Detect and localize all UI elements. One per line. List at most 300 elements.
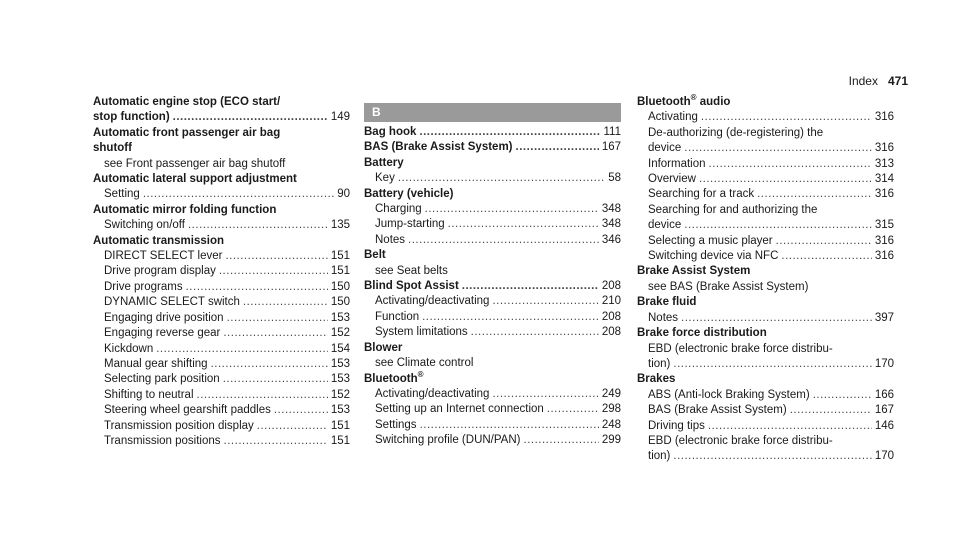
index-subterm	[648, 172, 696, 187]
index-subterm-line	[637, 280, 894, 295]
term-text: Transmission positions	[104, 434, 221, 447]
dot-leader	[197, 388, 328, 403]
term-text: Automatic front passenger air bag	[93, 126, 281, 139]
term-text: Activating/deactivating	[375, 295, 490, 308]
term-text: Battery (vehicle)	[364, 187, 454, 200]
index-subterm-line	[637, 203, 894, 218]
term-text: Switching device via NFC	[648, 250, 779, 263]
dot-leader	[708, 419, 872, 434]
index-entry	[364, 369, 621, 449]
term-text: EBD (electronic brake force distribu-	[648, 434, 833, 447]
term-text: Overview	[648, 173, 696, 186]
index-subterm	[648, 449, 670, 464]
index-term	[364, 248, 386, 263]
index-term	[364, 140, 513, 155]
index-entry	[637, 295, 894, 326]
index-term-line	[364, 140, 621, 155]
index-subterm-line	[364, 387, 621, 402]
term-text: DIRECT SELECT lever	[104, 250, 223, 263]
index-term-line	[637, 95, 894, 110]
term-text: see BAS (Brake Assist System)	[648, 280, 809, 293]
term-text: Function	[375, 310, 420, 323]
term-text: Activating	[648, 111, 698, 124]
dot-leader	[699, 172, 872, 187]
term-text: ABS (Anti-lock Braking System)	[648, 388, 810, 401]
index-subterm	[104, 434, 221, 449]
term-text: Jump-starting	[375, 218, 445, 231]
term-text: Automatic engine stop (ECO start/	[93, 96, 281, 108]
dot-leader	[224, 434, 328, 449]
index-subterm	[648, 126, 823, 141]
dot-leader	[516, 140, 599, 155]
index-subterm	[104, 249, 222, 264]
dot-leader	[701, 110, 872, 125]
index-entry	[93, 126, 350, 172]
dot-leader	[419, 125, 600, 140]
page-reference[interactable]: 316	[874, 234, 894, 247]
page-reference[interactable]: 153	[330, 311, 350, 324]
index-subterm-line	[93, 388, 350, 403]
index-subterm-line	[637, 388, 894, 403]
index-subterm-line	[93, 280, 350, 295]
index-term-line	[93, 203, 350, 218]
index-term-line	[364, 187, 621, 202]
index-subterm	[104, 403, 271, 418]
index-subterm	[104, 218, 185, 233]
index-term-line	[93, 126, 350, 141]
dot-leader	[681, 311, 872, 326]
index-term-line	[364, 125, 621, 140]
dot-leader	[219, 264, 328, 279]
term-text: Key	[375, 172, 395, 185]
index-subterm	[104, 388, 194, 403]
page-reference[interactable]: 149	[330, 111, 350, 124]
index-subterm	[104, 357, 208, 372]
index-subterm-line	[364, 217, 621, 232]
term-text: Bluetooth	[364, 372, 418, 385]
term-text: Switching on/off	[104, 219, 185, 232]
index-subterm-line	[93, 311, 350, 326]
index-subterm	[648, 388, 810, 403]
term-text: Automatic lateral support adjustment	[93, 173, 297, 186]
index-subterm-line	[637, 249, 894, 264]
term-text: Shifting to neutral	[104, 388, 194, 401]
index-term	[364, 369, 424, 387]
index-subterm-line	[637, 172, 894, 187]
page-reference[interactable]: 153	[330, 357, 350, 370]
index-subterm	[104, 157, 285, 172]
index-subterm-line	[364, 233, 621, 248]
index-subterm-line	[637, 449, 894, 464]
term-text: Brake force distribution	[637, 327, 767, 340]
index-subterm-line	[637, 419, 894, 434]
page-reference[interactable]: 170	[874, 357, 894, 370]
term-text: Information	[648, 157, 706, 170]
page-reference[interactable]: 170	[874, 450, 894, 463]
index-subterm-line	[364, 294, 621, 309]
index-subterm	[648, 157, 706, 172]
index-subterm-line	[93, 187, 350, 202]
index-term	[93, 126, 280, 141]
index-subterm	[375, 233, 405, 248]
index-subterm-line	[637, 311, 894, 326]
page-reference[interactable]: 348	[601, 218, 621, 231]
index-entry	[364, 140, 621, 155]
term-text: Setting	[104, 188, 140, 201]
index-subterm	[375, 264, 448, 279]
index-subterm	[648, 218, 681, 233]
term-text: Automatic transmission	[93, 234, 224, 247]
dot-leader	[243, 295, 328, 310]
term-text: Steering wheel gearshift paddles	[104, 404, 271, 417]
index-subterm	[648, 203, 817, 218]
index-entry	[364, 187, 621, 249]
dot-leader	[143, 187, 334, 202]
page-reference[interactable]: 150	[330, 296, 350, 309]
dot-leader	[425, 202, 599, 217]
dot-leader	[492, 387, 598, 402]
page-reference[interactable]: 151	[330, 419, 350, 432]
index-subterm-line	[637, 234, 894, 249]
index-subterm-line	[93, 434, 350, 449]
index-entry	[364, 341, 621, 372]
index-subterm-line	[93, 249, 350, 264]
index-subterm	[104, 326, 220, 341]
index-subterm-line	[637, 110, 894, 125]
page-reference[interactable]: 298	[601, 403, 621, 416]
index-subterm	[375, 171, 395, 186]
index-term	[364, 279, 459, 294]
page-reference[interactable]: 208	[601, 310, 621, 323]
page-reference[interactable]: 314	[874, 173, 894, 186]
dot-leader	[223, 326, 327, 341]
index-subterm-line	[93, 157, 350, 172]
dot-leader	[398, 171, 605, 186]
index-term-line	[637, 372, 894, 387]
term-text: System limitations	[375, 326, 468, 339]
page-reference[interactable]: 151	[330, 434, 350, 447]
page-header	[849, 74, 908, 89]
term-text: device	[648, 219, 682, 232]
dot-leader	[757, 187, 872, 202]
term-text: see Seat belts	[375, 264, 448, 277]
index-subterm	[648, 342, 833, 357]
index-entry	[637, 326, 894, 372]
dot-leader	[408, 233, 599, 248]
term-text: Activating/deactivating	[375, 387, 490, 400]
term-text: Blower	[364, 341, 403, 354]
term-text: tion)	[648, 357, 671, 370]
index-term	[364, 187, 453, 202]
index-entry	[93, 95, 350, 126]
dot-leader	[673, 449, 871, 464]
index-subterm-line	[93, 419, 350, 434]
page-reference[interactable]: 208	[601, 326, 621, 339]
page-reference[interactable]: 153	[330, 373, 350, 386]
page-reference[interactable]: 316	[874, 142, 894, 155]
term-text: Brake fluid	[637, 296, 697, 309]
index-subterm	[375, 433, 521, 448]
page-reference[interactable]: 299	[601, 434, 621, 447]
index-term-line	[93, 172, 350, 187]
header-label: Index	[848, 74, 878, 88]
term-text: Brake Assist System	[637, 265, 751, 278]
index-subterm-line	[93, 372, 350, 387]
index-term-line	[93, 110, 350, 125]
index-subterm	[104, 419, 254, 434]
index-term	[93, 172, 297, 187]
term-text: Settings	[375, 418, 417, 431]
term-text: Belt	[364, 249, 386, 262]
page-reference[interactable]: 313	[874, 157, 894, 170]
letter-heading: B	[364, 103, 621, 122]
index-term	[637, 264, 750, 279]
term-text: EBD (electronic brake force distribu-	[648, 342, 833, 355]
term-text: Drive program display	[104, 265, 216, 278]
index-subterm	[104, 187, 140, 202]
index-subterm	[648, 419, 705, 434]
dot-leader	[790, 403, 872, 418]
index-subterm	[375, 310, 419, 325]
index-subterm-line	[364, 402, 621, 417]
page-reference[interactable]: 90	[337, 188, 350, 201]
page-reference[interactable]: 152	[330, 388, 350, 401]
index-term-line	[637, 264, 894, 279]
index-term-line	[93, 234, 350, 249]
dot-leader	[448, 217, 599, 232]
page-reference[interactable]: 153	[330, 404, 350, 417]
dot-leader	[211, 357, 328, 372]
index-subterm	[104, 295, 240, 310]
index-term-line	[364, 248, 621, 263]
index-term-line	[364, 369, 621, 387]
dot-leader	[186, 280, 328, 295]
index-subterm	[104, 264, 216, 279]
term-text: Setting up an Internet connection	[375, 403, 544, 416]
page-reference[interactable]: 249	[601, 387, 621, 400]
index-subterm-line	[364, 433, 621, 448]
index-subterm-line	[364, 202, 621, 217]
index-subterm-line	[637, 357, 894, 372]
page-reference[interactable]: 152	[330, 327, 350, 340]
page-reference[interactable]: 346	[601, 233, 621, 246]
page-reference[interactable]: 348	[601, 203, 621, 216]
index-subterm-line	[364, 264, 621, 279]
term-text: Bluetooth	[637, 96, 691, 108]
index-entry	[93, 234, 350, 450]
term-text: Selecting park position	[104, 373, 220, 386]
index-subterm	[648, 434, 833, 449]
term-text: Driving tips	[648, 419, 705, 432]
page-reference[interactable]: 154	[330, 342, 350, 355]
term-text: Battery	[364, 156, 404, 169]
term-text: Engaging drive position	[104, 311, 224, 324]
dot-leader	[420, 418, 599, 433]
dot-leader	[492, 294, 598, 309]
page-reference[interactable]: 248	[601, 418, 621, 431]
index-subterm-line	[93, 295, 350, 310]
term-text: shutoff	[93, 142, 132, 155]
index-entry	[364, 279, 621, 341]
index-subterm-line	[93, 264, 350, 279]
page-number: 471	[887, 74, 908, 88]
term-text: Searching for and authorizing the	[648, 203, 818, 216]
page-reference[interactable]: 167	[601, 141, 621, 154]
dot-leader	[547, 402, 599, 417]
index-entry	[637, 372, 894, 464]
page-reference[interactable]: 316	[874, 188, 894, 201]
index-subterm-line	[637, 434, 894, 449]
index-subterm	[375, 202, 422, 217]
index-subterm	[648, 234, 773, 249]
page-reference[interactable]: 150	[330, 280, 350, 293]
term-text: Selecting a music player	[648, 234, 773, 247]
index-term	[364, 156, 404, 171]
index-subterm-line	[93, 357, 350, 372]
index-subterm	[375, 402, 544, 417]
index-term	[637, 326, 767, 341]
dot-leader	[173, 110, 328, 125]
index-subterm-line	[637, 218, 894, 233]
term-text: Transmission position display	[104, 419, 254, 432]
page-reference[interactable]: 316	[874, 250, 894, 263]
page-reference[interactable]: 58	[608, 172, 621, 185]
index-subterm	[648, 357, 670, 372]
dot-leader	[709, 157, 872, 172]
page-reference[interactable]: 167	[874, 404, 894, 417]
index-term	[637, 295, 696, 310]
page-reference[interactable]: 146	[874, 419, 894, 432]
term-text: Notes	[648, 311, 679, 324]
term-text: Blind Spot Assist	[364, 280, 459, 293]
dot-leader	[684, 141, 872, 156]
page-reference[interactable]: 315	[874, 219, 894, 232]
term-text: Drive programs	[104, 280, 183, 293]
index-term-line	[637, 295, 894, 310]
index-subterm	[648, 403, 787, 418]
page-reference[interactable]: 135	[330, 219, 350, 232]
term-text: BAS (Brake Assist System)	[364, 141, 513, 154]
index-entry	[93, 172, 350, 203]
index-term-line	[93, 141, 350, 156]
index-term	[93, 203, 276, 218]
index-column-2	[364, 103, 621, 449]
term-text: Charging	[375, 203, 422, 216]
term-text: DYNAMIC SELECT switch	[104, 296, 240, 309]
dot-leader	[781, 249, 871, 264]
page-reference[interactable]: 210	[601, 295, 621, 308]
index-term	[93, 110, 170, 125]
index-subterm	[648, 110, 698, 125]
index-subterm	[375, 418, 417, 433]
index-subterm-line	[637, 141, 894, 156]
page-reference[interactable]: 111	[603, 126, 621, 138]
index-subterm-line	[637, 157, 894, 172]
page-reference[interactable]: 397	[874, 311, 894, 324]
index-entry	[364, 156, 621, 187]
dot-leader	[188, 218, 328, 233]
index-term	[637, 372, 675, 387]
registered-mark: ®	[690, 93, 697, 103]
index-subterm	[648, 311, 678, 326]
page-reference[interactable]: 166	[874, 388, 894, 401]
index-term	[93, 95, 280, 110]
index-subterm-line	[364, 171, 621, 186]
term-text: Automatic mirror folding function	[93, 203, 277, 216]
term-text: De-authorizing (de-registering) the	[648, 126, 824, 139]
index-subterm-line	[93, 342, 350, 357]
index-subterm	[104, 342, 153, 357]
index-subterm-line	[364, 356, 621, 371]
index-term	[93, 141, 132, 156]
registered-mark: ®	[417, 369, 424, 379]
term-text: Switching profile (DUN/PAN)	[375, 434, 521, 447]
term-text: see Climate control	[375, 357, 474, 370]
index-subterm	[648, 280, 808, 295]
index-entry	[364, 248, 621, 279]
dot-leader	[673, 357, 871, 372]
dot-leader	[225, 249, 327, 264]
page-reference[interactable]: 208	[601, 280, 621, 293]
index-subterm-line	[637, 342, 894, 357]
page-reference[interactable]: 151	[330, 265, 350, 278]
index-subterm	[648, 249, 778, 264]
term-text: Engaging reverse gear	[104, 327, 221, 340]
page-reference[interactable]: 151	[330, 250, 350, 263]
index-term-line	[364, 156, 621, 171]
index-subterm-line	[93, 403, 350, 418]
index-subterm	[375, 325, 468, 340]
index-column-3	[637, 95, 894, 465]
index-term	[637, 95, 730, 110]
dot-leader	[223, 372, 328, 387]
index-subterm-line	[93, 218, 350, 233]
index-subterm-line	[364, 310, 621, 325]
index-subterm-line	[637, 187, 894, 202]
term-suffix: audio	[696, 96, 731, 108]
dot-leader	[776, 234, 872, 249]
index-subterm	[375, 217, 445, 232]
index-subterm-line	[93, 326, 350, 341]
index-entry	[93, 203, 350, 234]
index-subterm-line	[637, 126, 894, 141]
dot-leader	[684, 218, 872, 233]
dot-leader	[813, 388, 872, 403]
index-subterm	[104, 372, 220, 387]
page-reference[interactable]: 316	[874, 111, 894, 124]
index-subterm	[375, 356, 473, 371]
term-text: see Front passenger air bag shutoff	[104, 157, 286, 170]
index-subterm	[375, 294, 489, 309]
index-term-line	[637, 326, 894, 341]
dot-leader	[422, 310, 599, 325]
index-entry	[637, 95, 894, 264]
dot-leader	[156, 342, 328, 357]
term-text: BAS (Brake Assist System)	[648, 404, 787, 417]
index-term	[93, 234, 224, 249]
index-subterm	[648, 141, 681, 156]
index-subterm	[104, 311, 224, 326]
term-text: Notes	[375, 233, 406, 246]
dot-leader	[471, 325, 599, 340]
term-text: Brakes	[637, 373, 676, 386]
index-term	[364, 341, 402, 356]
index-term	[364, 125, 416, 140]
dot-leader	[462, 279, 599, 294]
dot-leader	[524, 433, 599, 448]
index-subterm-line	[364, 418, 621, 433]
index-subterm	[375, 387, 489, 402]
